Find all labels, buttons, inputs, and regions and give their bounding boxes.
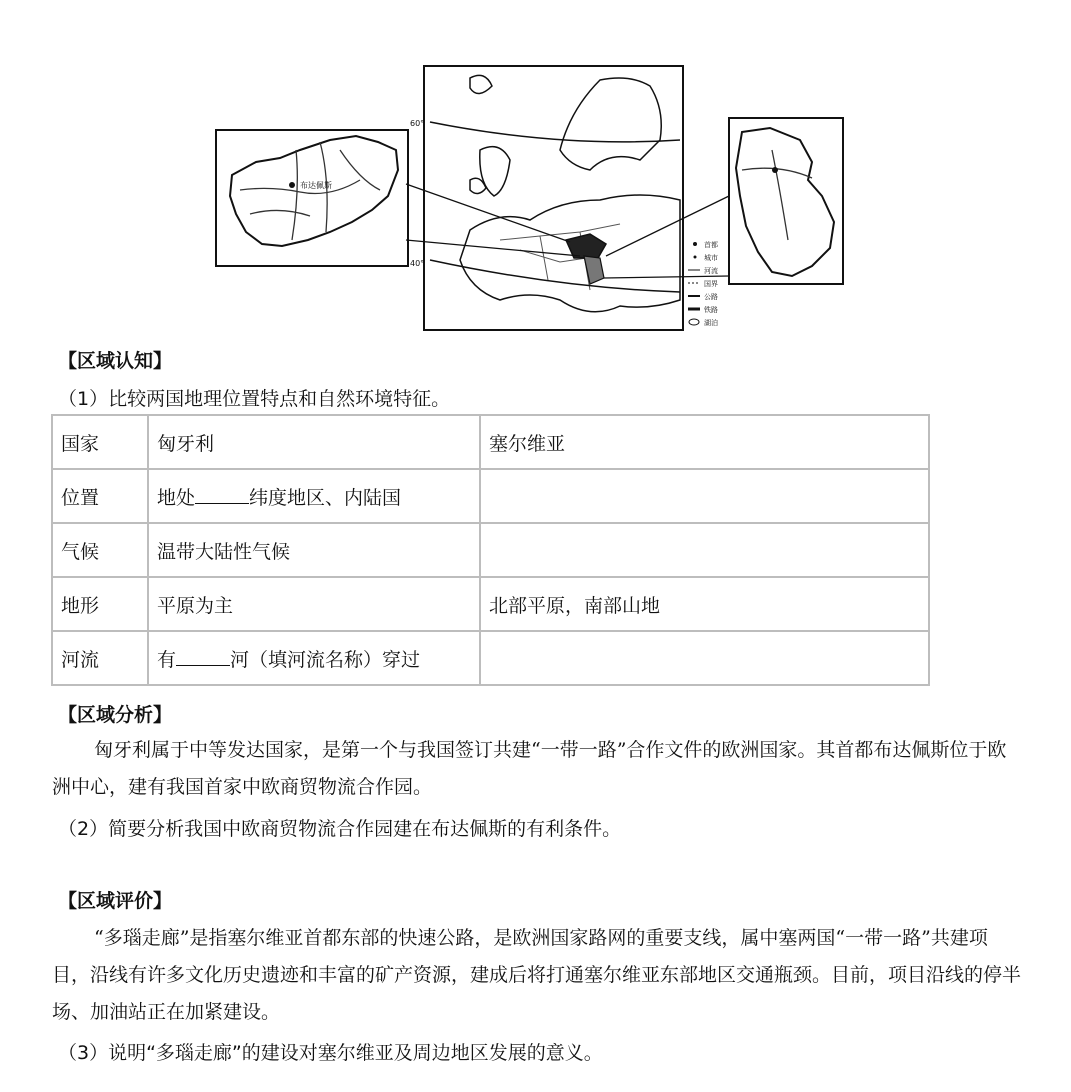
table-header-row <box>52 415 929 469</box>
map-figure <box>0 0 1071 340</box>
cell-text: 地处 <box>157 486 196 509</box>
hungary-climate-cell: 温带大陆性气候 <box>148 523 480 577</box>
row-label: 气候 <box>52 523 148 577</box>
section-heading-recognition: 【区域认知】 <box>58 350 173 372</box>
fill-blank[interactable] <box>195 489 249 504</box>
row-label: 地形 <box>52 577 148 631</box>
evaluation-text: “多瑙走廊”是指塞尔维亚首都东部的快速公路，是欧洲国家路网的重要支线，属中塞两国“一带一路”共建项目，沿线有许多文化历史遗迹和丰富的矿产资源，建成后将打通塞尔维亚东部地区交通瓶颈。目前，项目沿线的停半场、加油站正在加紧建设。 <box>52 927 1022 1023</box>
svg-text:国界: 国界 <box>704 280 718 288</box>
svg-text:湖泊: 湖泊 <box>704 319 718 327</box>
serbia-river-cell[interactable] <box>480 631 929 685</box>
hungary-terrain-cell: 平原为主 <box>148 577 480 631</box>
fill-blank[interactable] <box>176 651 230 666</box>
evaluation-paragraph <box>52 920 1022 1031</box>
serbia-climate-cell[interactable] <box>480 523 929 577</box>
europe-map <box>410 66 683 330</box>
row-label: 位置 <box>52 469 148 523</box>
svg-text:河流: 河流 <box>704 267 718 275</box>
serbia-inset-map <box>729 118 843 284</box>
table-row <box>52 577 929 631</box>
svg-text:公路: 公路 <box>704 293 718 301</box>
hungary-location-cell <box>148 469 480 523</box>
hungary-inset-map <box>216 130 408 266</box>
question-2: （2）简要分析我国中欧商贸物流合作园建在布达佩斯的有利条件。 <box>58 818 622 840</box>
row-label: 河流 <box>52 631 148 685</box>
cell-text: 河（填河流名称）穿过 <box>230 648 421 671</box>
map-legend <box>688 240 718 327</box>
question-3: （3）说明“多瑙走廊”的建设对塞尔维亚及周边地区发展的意义。 <box>58 1042 603 1064</box>
section-heading-evaluation: 【区域评价】 <box>58 890 173 912</box>
svg-text:布达佩斯: 布达佩斯 <box>300 181 332 190</box>
analysis-paragraph <box>52 732 1022 806</box>
header-country: 国家 <box>52 415 148 469</box>
cell-text: 有 <box>157 648 177 671</box>
analysis-text: 匈牙利属于中等发达国家，是第一个与我国签订共建“一带一路”合作文件的欧洲国家。其首都布达佩斯位于欧洲中心，建有我国首家中欧商贸物流合作园。 <box>52 739 1007 798</box>
comparison-table <box>51 414 930 686</box>
svg-text:铁路: 铁路 <box>704 306 718 314</box>
table-row <box>52 631 929 685</box>
serbia-location-cell[interactable] <box>480 469 929 523</box>
svg-text:40°: 40° <box>410 259 425 268</box>
svg-text:60°: 60° <box>410 119 425 128</box>
table-row <box>52 523 929 577</box>
cell-text: 纬度地区、内陆国 <box>249 486 402 509</box>
table-row <box>52 469 929 523</box>
svg-text:城市: 城市 <box>704 254 718 262</box>
header-hungary: 匈牙利 <box>148 415 480 469</box>
serbia-terrain-cell: 北部平原，南部山地 <box>480 577 929 631</box>
header-serbia: 塞尔维亚 <box>480 415 929 469</box>
svg-text:首都: 首都 <box>704 241 718 249</box>
section-heading-analysis: 【区域分析】 <box>58 704 173 726</box>
question-1: （1）比较两国地理位置特点和自然环境特征。 <box>58 388 451 410</box>
hungary-river-cell <box>148 631 480 685</box>
